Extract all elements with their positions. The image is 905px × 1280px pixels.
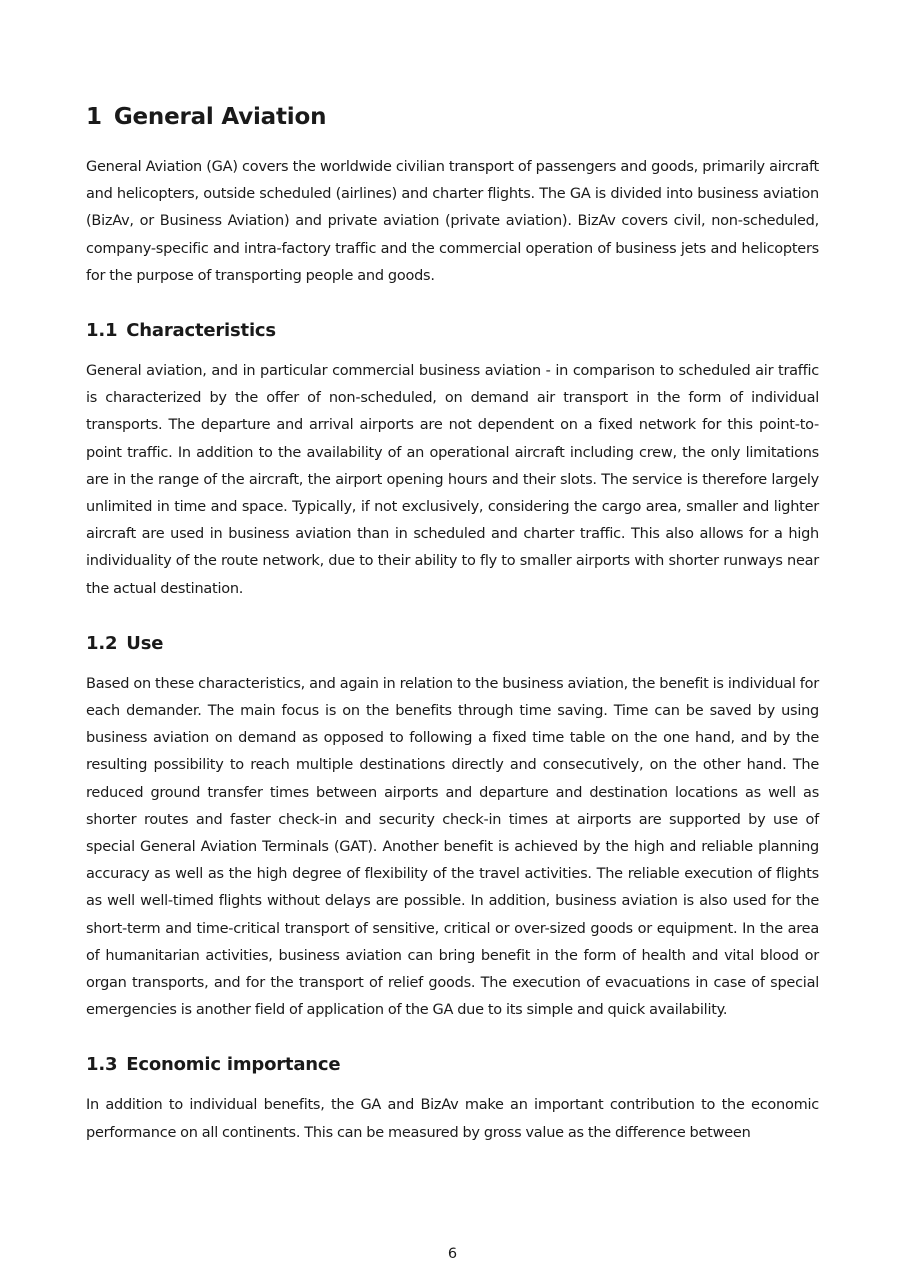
document-page [86,100,819,1147]
section-paragraph-characteristics: General aviation, and in particular commercial business aviation - in comparison to scheduled air traffic is characterized by the offer of non-scheduled, on demand air transport in the form of individual transports. The departure and arrival airports are not dependent on a fixed network for this point-to-point traffic. In addition to the availability of an operational aircraft including crew, the only limitations are in the range of the aircraft, the airport opening hours and their slots. The service is therefore largely unlimited in time and space. Typically, if not exclusively, considering the cargo area, smaller and lighter aircraft are used in business aviation than in scheduled and charter traffic. This also allows for a high individuality of the route network, due to their ability to fly to smaller airports with shorter runways near the actual destination. [86,363,819,597]
section-heading-general-aviation [86,100,819,134]
section-heading-economic-importance [86,1052,819,1078]
section-paragraph-economic-importance: In addition to individual benefits, the GA and BizAv make an important contribution to the economic performance on all continents. This can be measured by gross value as the difference between [86,1097,819,1141]
section-title: Use [126,632,164,654]
section-title: General Aviation [113,104,327,130]
section-number: 1.3 [86,1054,118,1076]
section-title: Characteristics [126,320,276,342]
section-number: 1.2 [86,632,118,654]
section-paragraph-use: Based on these characteristics, and again in relation to the business aviation, the benefit is individual for each demander. The main focus is on the benefits through time saving. Time can be saved by using business aviation on demand as opposed to following a fixed time table on the one hand, and by the resulting possibility to reach multiple destinations directly and consecutively, on the other hand. The reduced ground transfer times between airports and departure and destination locations as well as shorter routes and faster check-in and security check-in times at airports are supported by use of special General Aviation Terminals (GAT). Another benefit is achieved by the high and reliable planning accuracy as well as the high degree of flexibility of the travel activities. The reliable execution of flights as well well-timed flights without delays are possible. In addition, business aviation is also used for the short-term and time-critical transport of sensitive, critical or over-sized goods or equipment. In the area of humanitarian activities, business aviation can bring benefit in the form of health and vital blood or organ transports, and for the transport of relief goods. The execution of evacuations in case of special emergencies is another field of application of the GA due to its simple and quick availability. [86,675,819,1019]
page-number: 6 [447,1246,458,1262]
section-number: 1.1 [86,320,118,342]
section-title: Economic importance [126,1054,341,1076]
section-number: 1 [86,104,102,130]
section-paragraph-general-aviation: General Aviation (GA) covers the worldwide civilian transport of passengers and goods, primarily aircraft and helicopters, outside scheduled (airlines) and charter flights. The GA is divided into business aviation (BizAv, or Business Aviation) and private aviation (private aviation). BizAv covers civil, non-scheduled, company-specific and intra-factory traffic and the commercial operation of business jets and helicopters for the purpose of transporting people and goods. [86,159,819,284]
section-heading-characteristics [86,318,819,344]
section-heading-use [86,631,819,657]
